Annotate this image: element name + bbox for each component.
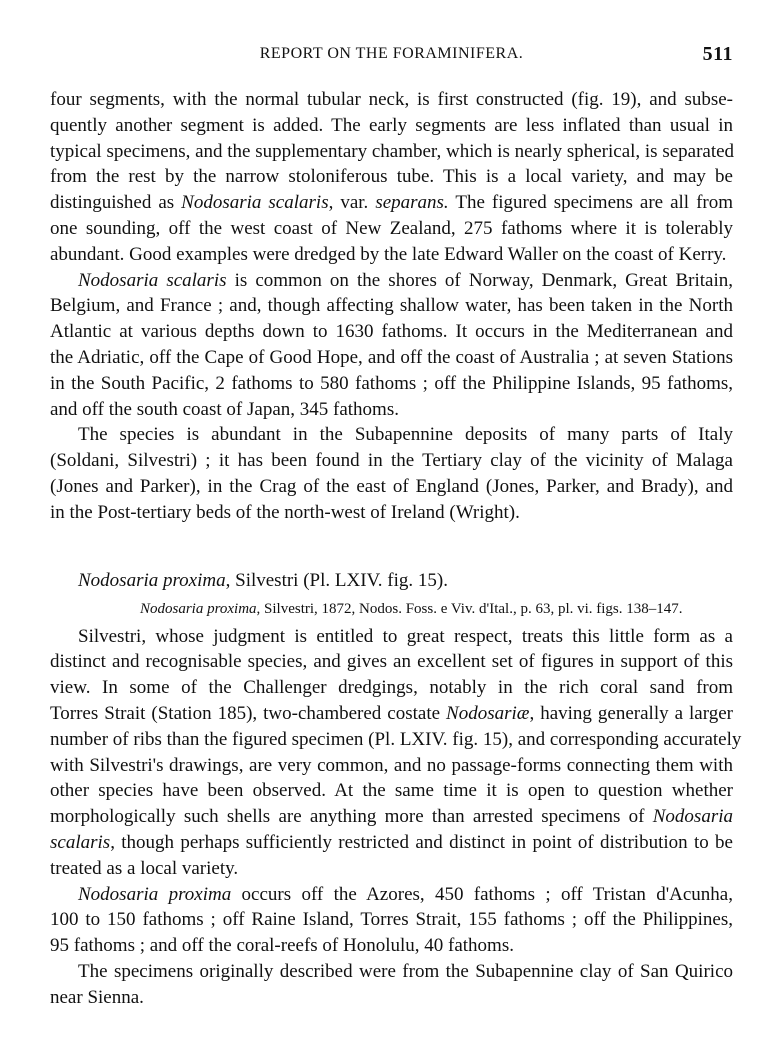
text-segment: Atlantic at various depths down to 1630 fathoms. It occurs in the Mediterranean and xyxy=(50,321,733,343)
text-segment: distinguished as xyxy=(50,192,182,214)
text-segment: (Soldani, Silvestri) ; it has been found in the Tertiary clay of the vicinity of Malaga xyxy=(50,450,733,472)
text-line xyxy=(50,422,733,448)
text-segment: typical specimens, and the supplementary chamber, which is nearly spherical, is separated xyxy=(50,140,735,162)
text-segment: view. In some of the Challenger dredgings, notably in the rich coral sand from xyxy=(50,677,733,699)
italic-text: scalaris xyxy=(50,831,111,853)
text-segment: from the rest by the narrow stoloniferous tube. This is a local variety, and may be xyxy=(50,166,733,188)
text-line xyxy=(50,985,733,1011)
text-segment: 95 fathoms ; and off the coral-reefs of Honolulu, 40 fathoms. xyxy=(50,935,514,957)
text-segment: , var. xyxy=(328,192,376,214)
paragraph xyxy=(50,882,733,959)
text-segment: , though perhaps sufficiently restricted and distinct in point of distribution to be xyxy=(110,831,733,853)
running-header xyxy=(50,45,733,69)
text-line xyxy=(50,675,733,701)
text-line xyxy=(50,216,733,242)
species-heading xyxy=(50,566,733,595)
text-line xyxy=(50,566,733,595)
text-segment: 100 to 150 fathoms ; off Raine Island, Torres Strait, 155 fathoms ; off the Philippines, xyxy=(50,909,733,931)
text-line xyxy=(50,190,733,216)
text-segment: in the South Pacific, 2 fathoms to 580 fathoms ; off the Philippine Islands, 95 fathoms, xyxy=(50,372,733,394)
text-segment: The species is abundant in the Subapennine deposits of many parts of Italy xyxy=(78,424,733,446)
text-line xyxy=(50,727,742,753)
text-segment: near Sienna. xyxy=(50,986,144,1008)
text-line xyxy=(50,87,733,113)
paragraph xyxy=(50,959,733,1011)
italic-text: Nodosaria proxima xyxy=(78,569,226,591)
text-line xyxy=(50,804,733,830)
text-segment: number of ribs than the figured specimen (Pl. LXIV. fig. 15), and corresponding accurately xyxy=(50,728,742,750)
italic-text: Nodosaria xyxy=(652,806,733,828)
text-segment: The figured specimens are all from xyxy=(448,192,734,214)
paragraph xyxy=(50,624,742,882)
text-segment: Silvestri, whose judgment is entitled to great respect, treats this little form as a xyxy=(78,625,733,647)
text-line xyxy=(50,371,733,397)
text-line xyxy=(50,856,733,882)
citation xyxy=(50,595,733,624)
text-line xyxy=(50,624,733,650)
text-segment: , Silvestri, 1872, Nodos. Foss. e Viv. d'Ital., p. 63, pl. vi. figs. 138–147. xyxy=(256,600,683,617)
text-line xyxy=(50,933,733,959)
section-gap xyxy=(50,526,733,566)
text-line xyxy=(50,830,733,856)
text-line xyxy=(50,113,733,139)
text-segment: the Adriatic, off the Cape of Good Hope, and off the coast of Australia ; at seven Stations xyxy=(50,346,733,368)
paragraph xyxy=(50,268,733,423)
text-line xyxy=(50,139,733,165)
text-segment: The specimens originally described were from the Subapennine clay of San Quirico xyxy=(78,960,733,982)
italic-text: Nodosaria proxima xyxy=(140,600,257,617)
text-segment: with Silvestri's drawings, are very common, and no passage-forms connecting them with xyxy=(50,754,733,776)
paragraph xyxy=(50,87,733,268)
text-line xyxy=(50,293,733,319)
text-segment: , having generally a larger xyxy=(529,702,733,724)
text-line xyxy=(50,268,733,294)
italic-text: Nodosaria scalaris xyxy=(78,269,227,291)
text-line xyxy=(50,448,733,474)
text-segment: treated as a local variety. xyxy=(50,857,239,879)
italic-text: Nodosaria proxima xyxy=(78,883,232,905)
text-line xyxy=(50,474,733,500)
text-line xyxy=(50,649,733,675)
text-segment: one sounding, off the west coast of New Zealand, 275 fathoms where it is tolerably xyxy=(50,217,733,239)
text-line xyxy=(50,595,733,624)
paragraph xyxy=(50,422,733,525)
text-line xyxy=(50,397,733,423)
text-line xyxy=(50,907,733,933)
text-line xyxy=(50,242,733,268)
text-segment: four segments, with the normal tubular neck, is first constructed (fig. 19), and subse- xyxy=(50,89,733,110)
italic-text: Nodosaria scalaris xyxy=(181,192,329,214)
text-line xyxy=(50,753,733,779)
text-line xyxy=(50,778,733,804)
page-number: 511 xyxy=(702,43,733,65)
text-line xyxy=(50,701,733,727)
italic-text: Nodosariæ xyxy=(446,702,530,724)
text-line xyxy=(50,164,733,190)
text-line xyxy=(50,345,733,371)
text-segment: abundant. Good examples were dredged by the late Edward Waller on the coast of Kerry. xyxy=(50,243,727,265)
text-segment: Torres Strait (Station 185), two-chambered costate xyxy=(50,702,447,724)
text-segment: Belgium, and France ; and, though affecting shallow water, has been taken in the North xyxy=(50,295,733,317)
text-segment: , Silvestri (Pl. LXIV. fig. 15). xyxy=(225,569,448,591)
text-segment: morphologically such shells are anything more than arrested specimens of xyxy=(50,806,653,828)
text-segment: in the Post-tertiary beds of the north-west of Ireland (Wright). xyxy=(50,501,520,523)
text-segment: occurs off the Azores, 450 fathoms ; off Tristan d'Acunha, xyxy=(231,883,733,905)
text-segment: and off the south coast of Japan, 345 fathoms. xyxy=(50,398,399,420)
text-line xyxy=(50,319,733,345)
italic-text: separans. xyxy=(375,192,449,214)
text-line xyxy=(50,882,733,908)
text-segment: quently another segment is added. The early segments are less inflated than usual in xyxy=(50,114,733,136)
text-line xyxy=(50,500,733,526)
text-segment: is common on the shores of Norway, Denmark, Great Britain, xyxy=(226,269,733,291)
running-title: REPORT ON THE FORAMINIFERA. xyxy=(259,45,524,62)
text-segment: (Jones and Parker), in the Crag of the east of England (Jones, Parker, and Brady), and xyxy=(50,475,733,497)
text-segment: other species have been observed. At the same time it is open to question whether xyxy=(50,780,733,802)
page-body xyxy=(50,87,742,1011)
text-segment: distinct and recognisable species, and gives an excellent set of figures in support of this xyxy=(50,651,733,673)
text-line xyxy=(50,959,733,985)
